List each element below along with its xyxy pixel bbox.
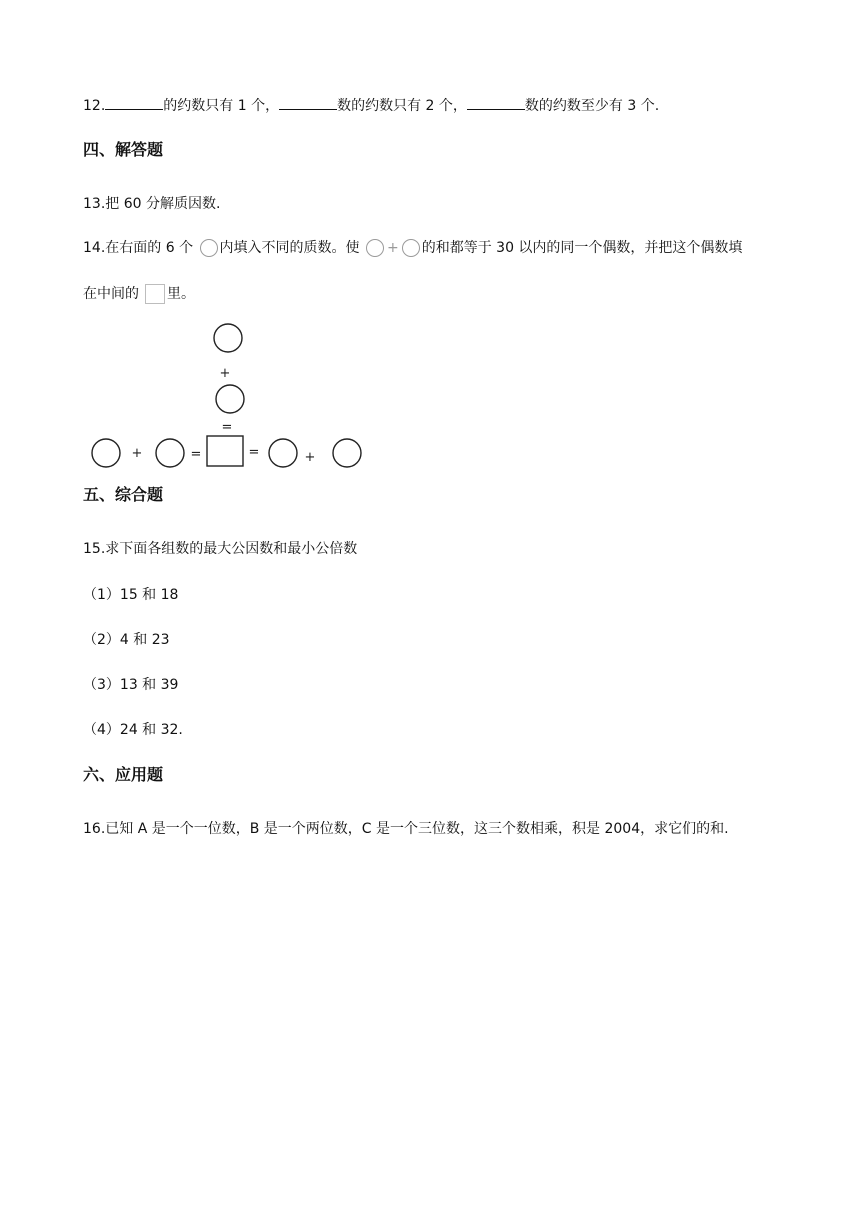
diagram-equals-vertical: = [221,420,233,435]
diagram-circle-top[interactable] [214,324,242,352]
question-12-number: 12. [83,98,106,114]
prime-sum-diagram [0,0,860,480]
question-14-text-d: 在中间的 [83,286,139,302]
question-14-text-a: 14.在右面的 6 个 [83,240,194,256]
question-15-item: （4）24 和 32. [83,722,183,738]
diagram-circle-middle[interactable] [216,385,244,413]
question-15-item: （3）13 和 39 [83,677,179,693]
question-12-part2: 数的约数只有 2 个， [337,98,467,114]
diagram-circle-right-2[interactable] [333,439,361,467]
question-15-item: （1）15 和 18 [83,587,179,603]
diagram-center-square[interactable] [207,436,243,466]
section-6-heading: 六、应用题 [83,765,164,784]
diagram-circle-right-1[interactable] [269,439,297,467]
diagram-circle-left-1[interactable] [92,439,120,467]
section-4-heading: 四、解答题 [83,140,164,159]
diagram-plus-vertical: + [219,366,231,381]
diagram-circle-left-2[interactable] [156,439,184,467]
question-12-part3: 数的约数至少有 3 个. [524,98,660,114]
question-16: 16.已知 A 是一个一位数，B 是一个两位数，C 是一个三位数，这三个数相乘，积是 2004，求它们的和. [83,821,729,837]
diagram-equals-left: = [190,447,202,462]
question-14-text-c: 的和都等于 30 以内的同一个偶数，并把这个偶数填 [421,240,743,256]
question-15: 15.求下面各组数的最大公因数和最小公倍数 [83,541,358,557]
question-14-text-b: 内填入不同的质数。使 [219,240,360,256]
question-13: 13.把 60 分解质因数. [83,196,221,212]
diagram-plus-left: + [131,446,143,461]
question-12-part1: 的约数只有 1 个， [163,98,280,114]
question-15-item: （2）4 和 23 [83,632,170,648]
section-5-heading: 五、综合题 [83,485,164,504]
diagram-plus-right: + [304,450,316,465]
diagram-equals-right: = [248,445,260,460]
question-14-text-e: 里。 [167,286,195,302]
plus-icon: + [386,240,399,256]
